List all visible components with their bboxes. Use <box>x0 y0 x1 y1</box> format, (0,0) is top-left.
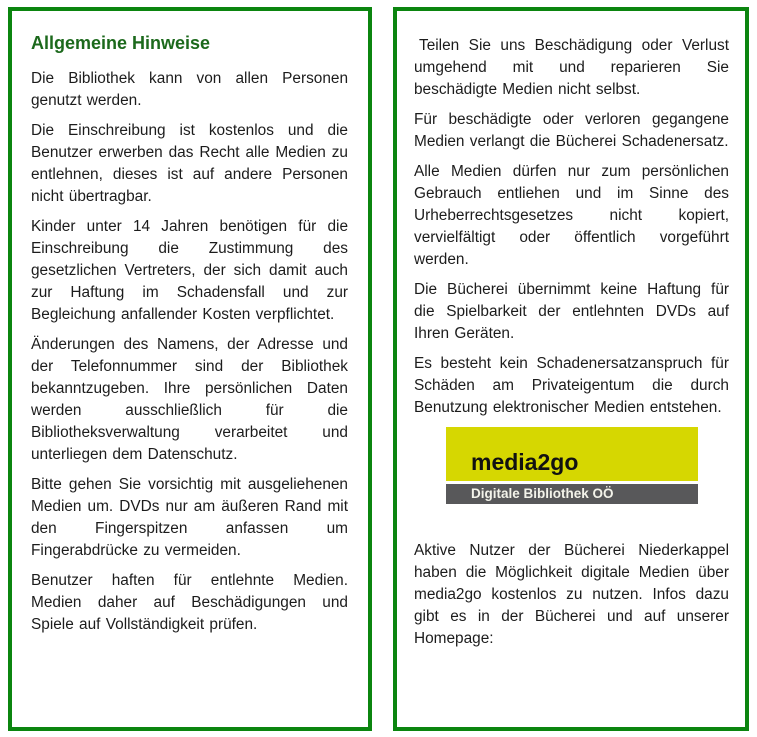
paragraph: Die Bibliothek kann von allen Personen genutzt werden. <box>31 70 348 109</box>
paragraph: Teilen Sie uns Beschädigung oder Verlust umgehend mit und reparieren Sie beschädigte Medien nicht selbst. <box>414 37 729 98</box>
paragraph: Alle Medien dürfen nur zum persönlichen Gebrauch entliehen und im Sinne des Urheberrechtsgesetzes nicht kopiert, vervielfältigt oder öffentlich vorgeführt werden. <box>414 163 729 268</box>
media2go-logo-yellow-block <box>446 427 698 481</box>
paragraph: Änderungen des Namens, der Adresse und der Telefonnummer sind der Bibliothek bekanntzugeben. Ihre persönlichen Daten werden ausschließlich für die Bibliotheksverwaltung verarbeitet und unterliegen dem Datenschutz. <box>31 336 348 463</box>
left-paragraphs <box>31 68 348 636</box>
left-panel <box>8 7 372 731</box>
media2go-logo <box>446 427 698 504</box>
right-paragraphs-before-logo <box>414 35 729 419</box>
right-paragraphs-after-logo <box>414 540 729 650</box>
paragraph: Kinder unter 14 Jahren benötigen für die Einschreibung die Zustimmung des gesetzlichen Vertreters, der sich damit auch zur Haftung im Schadensfall und zur Begleichung anfallender Kosten verpflichtet. <box>31 218 348 323</box>
paragraph: Bitte gehen Sie vorsichtig mit ausgeliehenen Medien um. DVDs nur am äußeren Rand mit den Fingerspitzen anfassen um Fingerabdrücke zu vermeiden. <box>31 476 348 559</box>
media2go-logo-gray-bar <box>446 484 698 504</box>
paragraph: Die Einschreibung ist kostenlos und die Benutzer erwerben das Recht alle Medien zu entlehnen, dieses ist auf andere Personen nicht übertragbar. <box>31 122 348 205</box>
paragraph: Aktive Nutzer der Bücherei Niederkappel haben die Möglichkeit digitale Medien über media2go kostenlos zu nutzen. Infos dazu gibt es in der Bücherei und auf unserer Homepage: <box>414 542 729 647</box>
logo-subtitle: Digitale Bibliothek OÖ <box>471 486 614 502</box>
paragraph: Die Bücherei übernimmt keine Haftung für die Spielbarkeit der entlehnten DVDs auf Ihren Geräten. <box>414 281 729 342</box>
paragraph: Es besteht kein Schadenersatzanspruch für Schäden am Privateigentum die durch Benutzung elektronischer Medien entstehen. <box>414 355 729 416</box>
page-title: Allgemeine Hinweise <box>31 33 211 53</box>
paragraph: Benutzer haften für entlehnte Medien. Medien daher auf Beschädigungen und Spiele auf Vollständigkeit prüfen. <box>31 572 348 633</box>
logo-title: media2go <box>471 449 579 475</box>
paragraph: Für beschädigte oder verloren gegangene Medien verlangt die Bücherei Schadenersatz. <box>414 111 729 150</box>
right-panel <box>393 7 749 731</box>
